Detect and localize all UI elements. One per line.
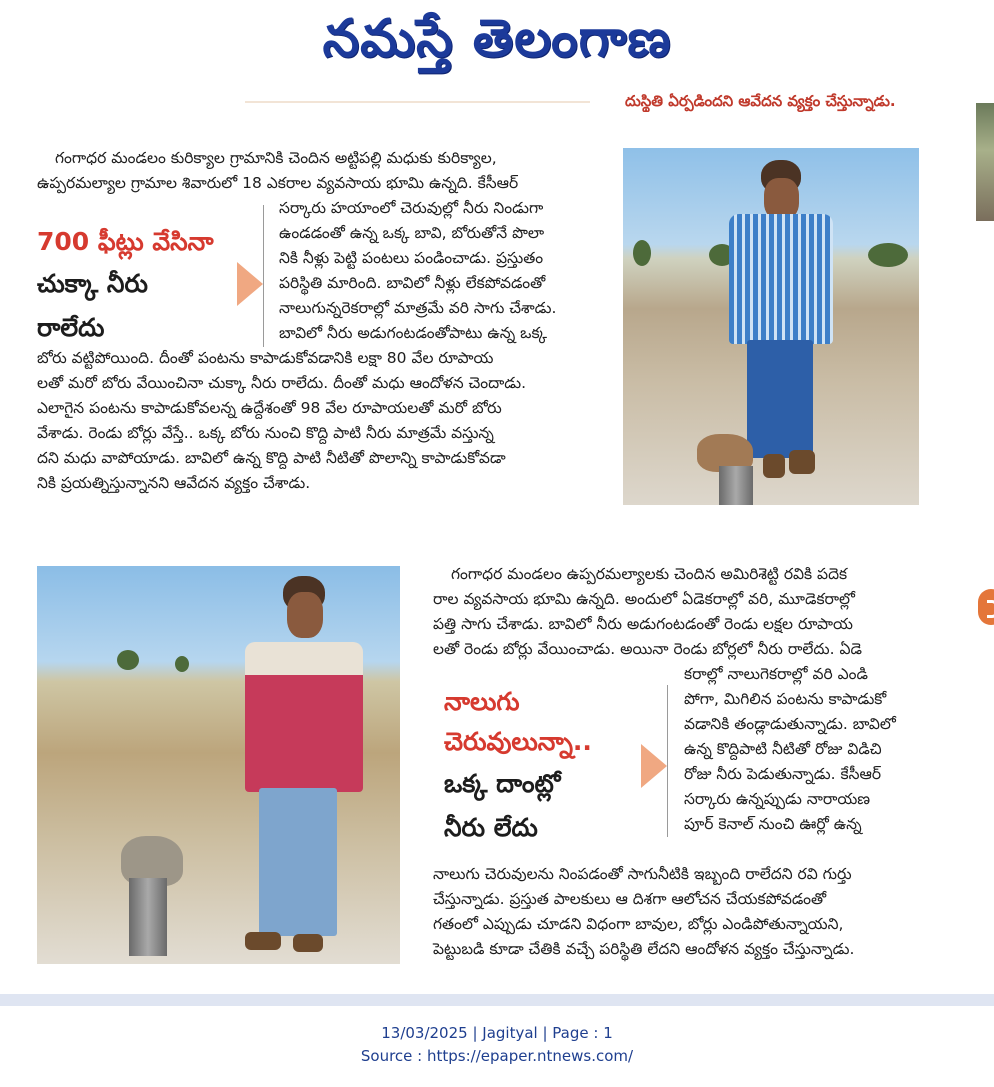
- headline-divider: [263, 205, 264, 347]
- headline-black: ఒక్క దాంట్లో: [444, 769, 561, 798]
- text-line: లతో రెండు బోర్లు వేయించాడు. అయినా రెండు బోర్లలో నీరు రాలేదు. ఏడె: [433, 640, 862, 658]
- text-line: పరిస్థితి మారింది. బావిలో నీళ్లు లేకపోవడంతో: [279, 274, 546, 292]
- story1-headline: [37, 222, 252, 350]
- person-jeans: [259, 788, 337, 936]
- text-line: ఉప్పరమల్యాల గ్రామాల శివారులో 18 ఎకరాల వ్యవసాయ భూమి ఉన్నది. కేసీఆర్: [37, 174, 519, 192]
- story1-body: [37, 346, 607, 496]
- story2-side-text: [684, 662, 946, 837]
- story1-intro: [37, 146, 607, 196]
- borewell-pipe: [129, 878, 167, 956]
- person-shirt: [245, 642, 363, 792]
- pointer-arrow-icon: [237, 262, 263, 306]
- text-line: గంగాధర మండలం కురిక్యాల గ్రామానికి చెందిన అట్టిపల్లి మధుకు కురిక్యాల,: [55, 149, 497, 167]
- text-line: పత్తి సాగు చేశాడు. బావిలో నీరు అడుగంటడంతో రెండు లక్షల రూపాయ: [433, 615, 853, 633]
- edition-info: 13/03/2025 | Jagityal | Page : 1: [381, 1024, 613, 1042]
- text-line: బావిలో నీరు అడుగంటడంతోపాటు ఉన్న ఒక్క: [279, 324, 548, 342]
- footer: [0, 1022, 994, 1068]
- story2-body: [433, 862, 963, 962]
- text-line: నాలుగున్నరెకరాల్లో మాత్రమే వరి సాగు చేశాడు.: [279, 299, 557, 317]
- story1-side-text: [279, 196, 609, 346]
- tree: [117, 650, 139, 670]
- headline-red: నాలుగు: [444, 687, 520, 716]
- cutoff-article-line: దుస్థితి ఏర్పడిందని ఆవేదన వ్యక్తం చేస్తున్నాడు.: [625, 92, 896, 110]
- headline-black: రాలేదు: [37, 313, 105, 342]
- headline-black: చుక్కా నీరు: [37, 269, 148, 298]
- text-line: నికి ప్రయత్నిస్తున్నానని ఆవేదన వ్యక్తం చేశాడు.: [37, 474, 311, 492]
- person-sandal: [245, 932, 281, 950]
- newspaper-logo: నమస్తే తెలంగాణ: [322, 9, 672, 69]
- divider: [245, 101, 590, 103]
- person-shirt: [729, 214, 833, 344]
- text-line: గతంలో ఎప్పుడు చూడని విధంగా బావుల, బోర్లు ఎండిపోతున్నాయని,: [433, 915, 844, 933]
- footer-band: [0, 994, 994, 1006]
- text-line: వడానికి తండ్లాడుతున్నాడు. బావిలో: [684, 715, 896, 733]
- headline-red: 700 ఫీట్లు వేసినా: [37, 227, 214, 256]
- text-line: నాలుగు చెరువులను నింపడంతో సాగునీటికి ఇబ్బంది రాలేదని రవి గుర్తు: [433, 865, 852, 883]
- person-sandal: [789, 450, 815, 474]
- text-line: ఉన్న కొద్దిపాటి నీటితో రోజు విడిచి: [684, 740, 882, 758]
- person-face: [287, 592, 323, 638]
- story2-intro: [433, 562, 943, 662]
- text-line: నికి నీళ్లు పెట్టి పంటలు పండించాడు. ప్రస్తుతం: [279, 249, 544, 267]
- text-line: బోరు వట్టిపోయింది. దీంతో పంటను కాపాడుకోవడానికి లక్షా 80 వేల రూపాయ: [37, 349, 494, 367]
- text-line: చేస్తున్నాడు. ప్రస్తుత పాలకులు ఆ దిశగా ఆలోచన చేయకపోవడంతో: [433, 890, 827, 908]
- text-line: రోజు నీరు పెడుతున్నాడు. కేసీఆర్: [684, 765, 882, 783]
- source-link[interactable]: Source : https://epaper.ntnews.com/: [360, 1047, 634, 1065]
- story2-photo: [37, 566, 400, 964]
- story2-headline: [444, 682, 634, 850]
- text-line: దని మధు వాపోయాడు. బావిలో ఉన్న కొద్ది పాటి నీటితో పొలాన్ని కాపాడుకోవడా: [37, 449, 506, 467]
- tree: [633, 240, 651, 266]
- headline-divider: [667, 685, 668, 837]
- tree: [868, 243, 908, 267]
- text-line: ఉండడంతో ఉన్న ఒక్క బావి, బోరుతోనే పొలా: [279, 224, 545, 242]
- borewell-pipe: [719, 466, 753, 505]
- text-line: సర్కారు హయాంలో చెరువుల్లో నీరు నిండుగా: [279, 199, 544, 217]
- text-line: పెట్టుబడి కూడా చేతికి వచ్చే పరిస్థితి లేదని ఆందోళన వ్యక్తం చేస్తున్నాడు.: [433, 940, 855, 958]
- text-line: రాల వ్యవసాయ భూమి ఉన్నది. అందులో ఏడెకరాల్లో వరి, మూడెకరాల్లో: [433, 590, 856, 608]
- headline-black: నీరు లేదు: [444, 813, 538, 842]
- tree: [175, 656, 189, 672]
- story1-photo: [623, 148, 919, 505]
- masthead: [0, 0, 994, 78]
- text-line: వేశాడు. రెండు బోర్లు వేస్తే.. ఒక్క బోరు నుంచి కొద్ది పాటి నీరు మాత్రమే వస్తున్న: [37, 424, 494, 442]
- person-jeans: [747, 340, 813, 458]
- scroll-icon[interactable]: [978, 589, 994, 625]
- person-sandal: [763, 454, 785, 478]
- person-sandal: [293, 934, 323, 952]
- adjacent-photo-edge: [976, 103, 994, 221]
- text-line: ఎలాగైన పంటను కాపాడుకోవలన్న ఉద్దేశంతో 98 వేల రూపాయలతో మరో బోరు: [37, 399, 502, 417]
- text-line: లతో మరో బోరు వేయించినా చుక్కా నీరు రాలేదు. దీంతో మధు ఆందోళన చెందాడు.: [37, 374, 527, 392]
- text-line: పూర్ కెనాల్ నుంచి ఊర్లో ఉన్న: [684, 815, 862, 833]
- headline-red: చెరువులున్నా..: [444, 727, 592, 756]
- text-line: కరాల్లో నాలుగెకరాల్లో వరి ఎండి: [684, 665, 868, 683]
- text-line: గంగాధర మండలం ఉప్పరమల్యాలకు చెందిన అమిరిశెట్టి రవికి పదెక: [451, 565, 848, 583]
- pointer-arrow-icon: [641, 744, 667, 788]
- text-line: సర్కారు ఉన్నప్పుడు నారాయణ: [684, 790, 871, 808]
- text-line: పోగా, మిగిలిన పంటను కాపాడుకో: [684, 690, 887, 708]
